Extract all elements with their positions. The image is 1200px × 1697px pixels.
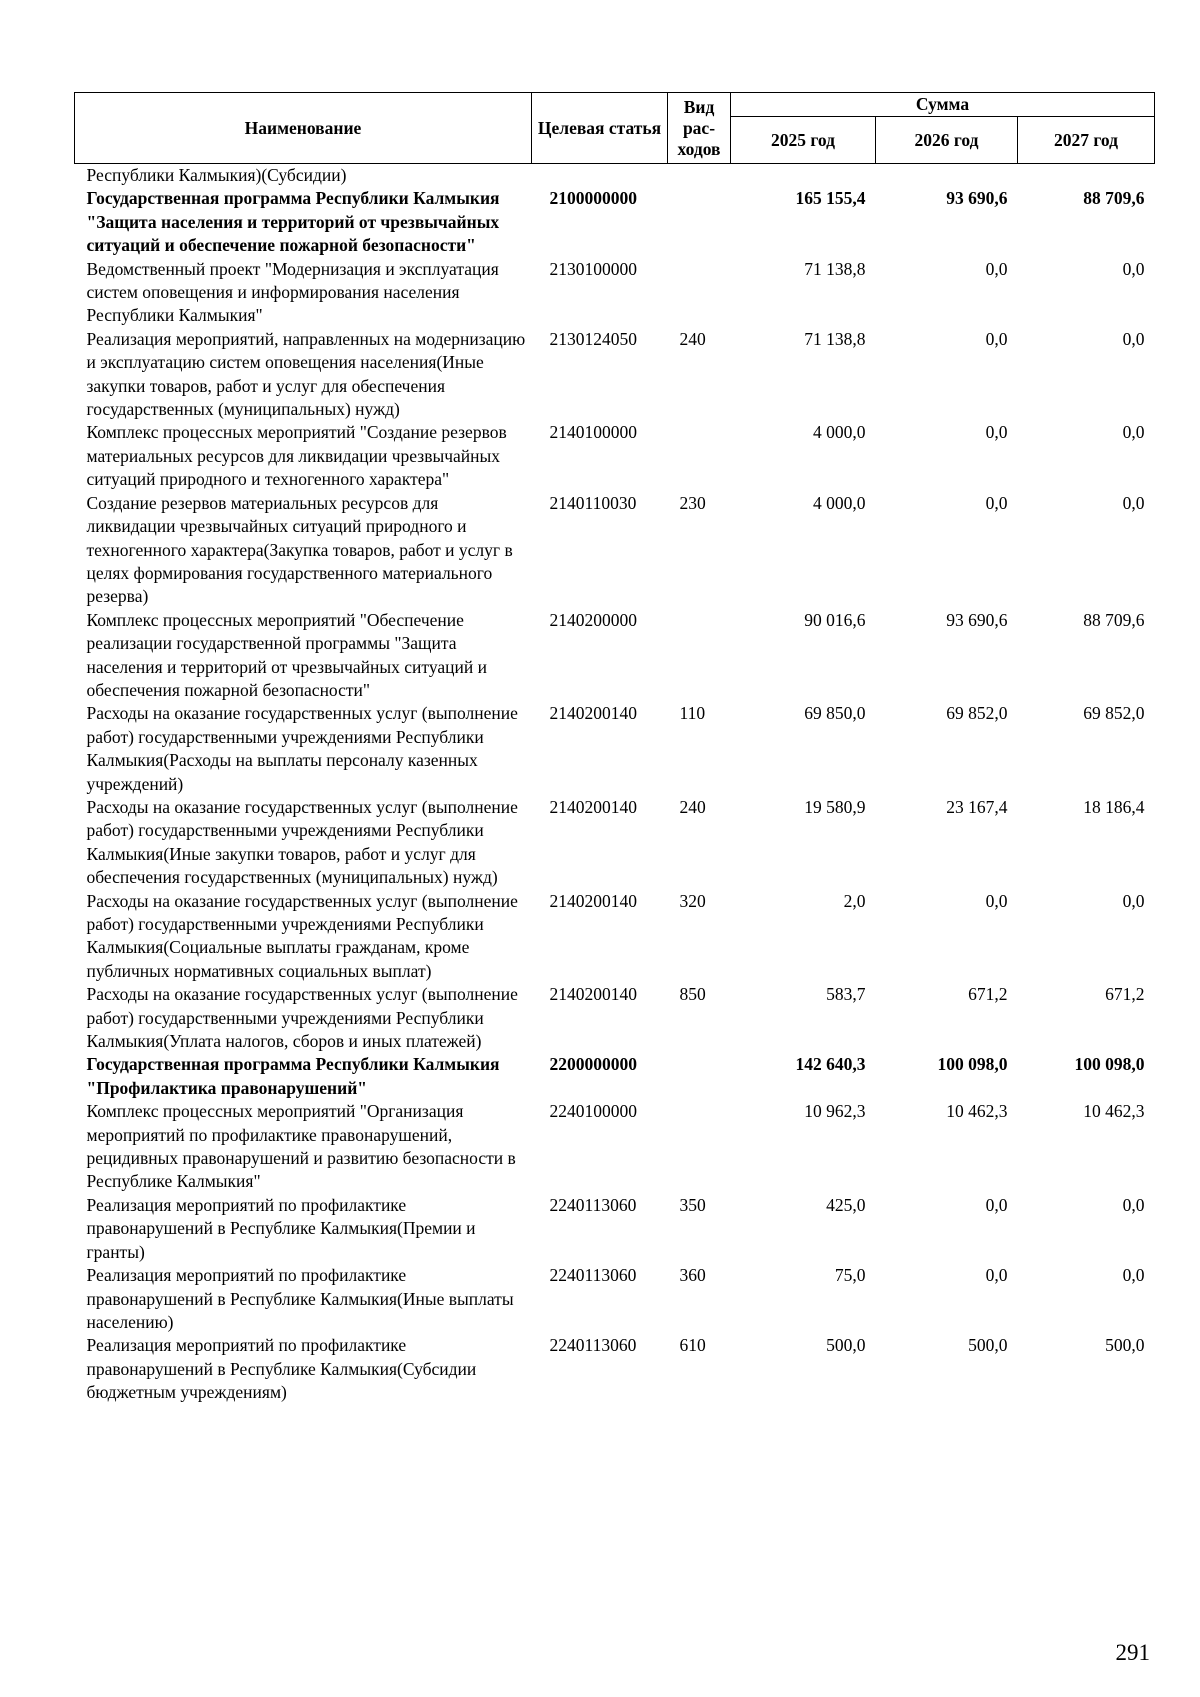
row-name: Комплекс процессных мероприятий "Обеспечение реализации государственной программы "Защита населения и территорий от чрезвычайных ситуаций и обеспечения пожарной безопасности" (86, 609, 487, 700)
row-amount-2027: 88 709,6 (1083, 188, 1145, 209)
row-vid (668, 187, 731, 257)
row-code: 2140200140 (549, 984, 637, 1005)
table-row (75, 1100, 1155, 1194)
row-name: Создание резервов материальных ресурсов для ликвидации чрезвычайных ситуаций природного и техногенного характера(Закупка товаров, работ и услуг в целях формирования государственного материального резерва) (86, 492, 513, 607)
row-amount-2025: 69 850,0 (804, 703, 866, 724)
row-code: 2240113060 (549, 1194, 637, 1215)
row-amount-2027: 0,0 (1122, 1265, 1145, 1286)
row-amount-2025: 142 640,3 (795, 1054, 866, 1075)
row-amount-2025: 2,0 (843, 890, 866, 911)
row-code: 2140110030 (549, 492, 637, 513)
row-name: Расходы на оказание государственных услуг (выполнение работ) государственными учреждениями Республики Калмыкия(Социальные выплаты гражданам, кроме публичных нормативных социальных выплат) (86, 890, 518, 981)
header-sum: Сумма (731, 93, 1155, 117)
table-row (75, 890, 1155, 984)
header-2025: 2025 год (731, 117, 876, 164)
row-code (532, 164, 668, 188)
row-name: Комплекс процессных мероприятий "Организация мероприятий по профилактике правонарушений, рецидивных правонарушений и развитию безопасности в Республике Калмыкия" (86, 1101, 516, 1192)
header-vid: Вид рас-ходов (668, 93, 731, 164)
row-vid (668, 1053, 731, 1100)
table-header (75, 93, 1155, 164)
table-row (75, 164, 1155, 188)
row-amount-2026: 671,2 (968, 984, 1008, 1005)
header-name: Наименование (75, 93, 532, 164)
row-name: Реализация мероприятий по профилактике правонарушений в Республике Калмыкия(Премии и гранты) (86, 1194, 476, 1262)
row-code: 2140200140 (549, 890, 637, 911)
row-amount-2027: 10 462,3 (1083, 1101, 1145, 1122)
row-vid (668, 258, 731, 328)
row-amount-2027: 0,0 (1122, 1194, 1145, 1215)
table-row (75, 258, 1155, 328)
row-vid (668, 609, 731, 703)
row-name: Реализация мероприятий, направленных на модернизацию и эксплуатацию систем оповещения населения(Иные закупки товаров, работ и услуг для обеспечения государственных (муниципальных) нужд) (86, 328, 526, 420)
row-code: 2130124050 (549, 328, 637, 349)
row-vid: 110 (679, 703, 706, 724)
row-amount-2025: 4 000,0 (813, 422, 866, 443)
header-2026: 2026 год (876, 117, 1018, 164)
row-amount-2025: 10 962,3 (804, 1101, 866, 1122)
budget-table (74, 92, 1155, 1405)
row-amount-2027: 69 852,0 (1083, 703, 1145, 724)
row-amount-2026: 500,0 (968, 1335, 1008, 1356)
row-amount-2025: 19 580,9 (804, 796, 866, 817)
table-row (75, 702, 1155, 796)
table-body (75, 164, 1155, 1405)
row-amount-2027: 500,0 (1105, 1335, 1145, 1356)
row-amount-2025: 71 138,8 (804, 328, 866, 349)
row-code: 2140100000 (549, 422, 637, 443)
row-amount-2027: 0,0 (1122, 258, 1145, 279)
row-name: Расходы на оказание государственных услуг (выполнение работ) государственными учреждениями Республики Калмыкия(Уплата налогов, сборов и иных платежей) (86, 984, 518, 1052)
row-code: 2130100000 (549, 258, 637, 279)
row-code: 2240100000 (549, 1101, 637, 1122)
row-amount-2027: 671,2 (1105, 984, 1145, 1005)
row-amount-2027: 0,0 (1122, 422, 1145, 443)
table-row (75, 1194, 1155, 1264)
row-code: 2240113060 (549, 1265, 637, 1286)
row-code: 2140200140 (549, 703, 637, 724)
row-amount-2027: 0,0 (1122, 328, 1145, 349)
table-row (75, 609, 1155, 703)
row-code: 2240113060 (549, 1335, 637, 1356)
row-vid (668, 421, 731, 491)
row-amount-2025: 4 000,0 (813, 492, 866, 513)
table-row (75, 1053, 1155, 1100)
table-row (75, 983, 1155, 1053)
row-amount-2026: 0,0 (985, 1194, 1008, 1215)
row-amount-2025 (731, 164, 876, 188)
row-amount-2025: 500,0 (826, 1335, 866, 1356)
row-name: Республики Калмыкия)(Субсидии) (86, 165, 347, 185)
row-vid: 610 (679, 1335, 706, 1356)
table-row (75, 421, 1155, 491)
table-row (75, 187, 1155, 257)
row-amount-2026: 100 098,0 (937, 1054, 1008, 1075)
header-2027: 2027 год (1018, 117, 1155, 164)
row-amount-2025: 583,7 (826, 984, 866, 1005)
row-name: Реализация мероприятий по профилактике правонарушений в Республике Калмыкия(Иные выплаты населению) (86, 1265, 514, 1332)
header-code: Целевая статья (532, 93, 668, 164)
table-row (75, 492, 1155, 609)
row-amount-2026: 93 690,6 (946, 609, 1008, 630)
row-name: Комплекс процессных мероприятий "Создание резервов материальных ресурсов для ликвидации чрезвычайных ситуаций природного и техногенного характера" (86, 422, 507, 490)
row-amount-2026: 0,0 (985, 492, 1008, 513)
row-amount-2026: 93 690,6 (946, 188, 1008, 209)
row-amount-2026: 0,0 (985, 890, 1008, 911)
row-amount-2025: 165 155,4 (795, 188, 866, 209)
row-amount-2027 (1018, 164, 1155, 188)
row-vid (668, 164, 731, 188)
row-amount-2026: 69 852,0 (946, 703, 1008, 724)
row-name: Государственная программа Республики Калмыкия "Профилактика правонарушений" (86, 1054, 500, 1098)
row-amount-2027: 18 186,4 (1083, 796, 1145, 817)
row-name: Реализация мероприятий по профилактике правонарушений в Республике Калмыкия(Субсидии бюджетным учреждениям) (86, 1335, 477, 1403)
row-code: 2140200140 (549, 796, 637, 817)
table-row (75, 1334, 1155, 1404)
row-vid: 230 (679, 492, 706, 513)
row-vid: 240 (679, 796, 706, 817)
row-name: Расходы на оказание государственных услуг (выполнение работ) государственными учреждениями Республики Калмыкия(Иные закупки товаров, работ и услуг для обеспечения государственных (муниципальных) нужд) (86, 796, 518, 888)
row-amount-2026: 10 462,3 (946, 1101, 1008, 1122)
row-amount-2026: 0,0 (985, 1265, 1008, 1286)
row-name: Ведомственный проект "Модернизация и эксплуатация систем оповещения и информирования населения Республики Калмыкия" (86, 258, 499, 326)
row-amount-2027: 88 709,6 (1083, 609, 1145, 630)
row-amount-2027: 0,0 (1122, 890, 1145, 911)
row-amount-2026: 0,0 (985, 258, 1008, 279)
row-vid: 850 (679, 984, 706, 1005)
row-amount-2027: 0,0 (1122, 492, 1145, 513)
row-vid: 320 (679, 890, 706, 911)
table-row (75, 796, 1155, 890)
table-row (75, 328, 1155, 422)
row-amount-2025: 425,0 (826, 1194, 866, 1215)
row-vid: 240 (679, 328, 706, 349)
row-amount-2025: 75,0 (834, 1265, 866, 1286)
row-name: Государственная программа Республики Калмыкия "Защита населения и территорий от чрезвычайных ситуаций и обеспечение пожарной безопасности" (86, 188, 500, 256)
page-number: 291 (1115, 1640, 1150, 1665)
row-amount-2026: 0,0 (985, 328, 1008, 349)
row-amount-2026 (876, 164, 1018, 188)
row-amount-2025: 71 138,8 (804, 258, 866, 279)
row-amount-2027: 100 098,0 (1074, 1054, 1145, 1075)
row-code: 2140200000 (549, 609, 637, 630)
table-row (75, 1264, 1155, 1334)
row-vid (668, 1100, 731, 1194)
row-vid: 360 (679, 1265, 706, 1286)
row-name: Расходы на оказание государственных услуг (выполнение работ) государственными учреждениями Республики Калмыкия(Расходы на выплаты персоналу казенных учреждений) (86, 703, 518, 794)
row-amount-2026: 0,0 (985, 422, 1008, 443)
row-vid: 350 (679, 1194, 706, 1215)
row-code: 2200000000 (549, 1054, 637, 1075)
row-amount-2026: 23 167,4 (946, 796, 1008, 817)
document-page (74, 92, 1154, 1405)
row-code: 2100000000 (549, 188, 637, 209)
row-amount-2025: 90 016,6 (804, 609, 866, 630)
